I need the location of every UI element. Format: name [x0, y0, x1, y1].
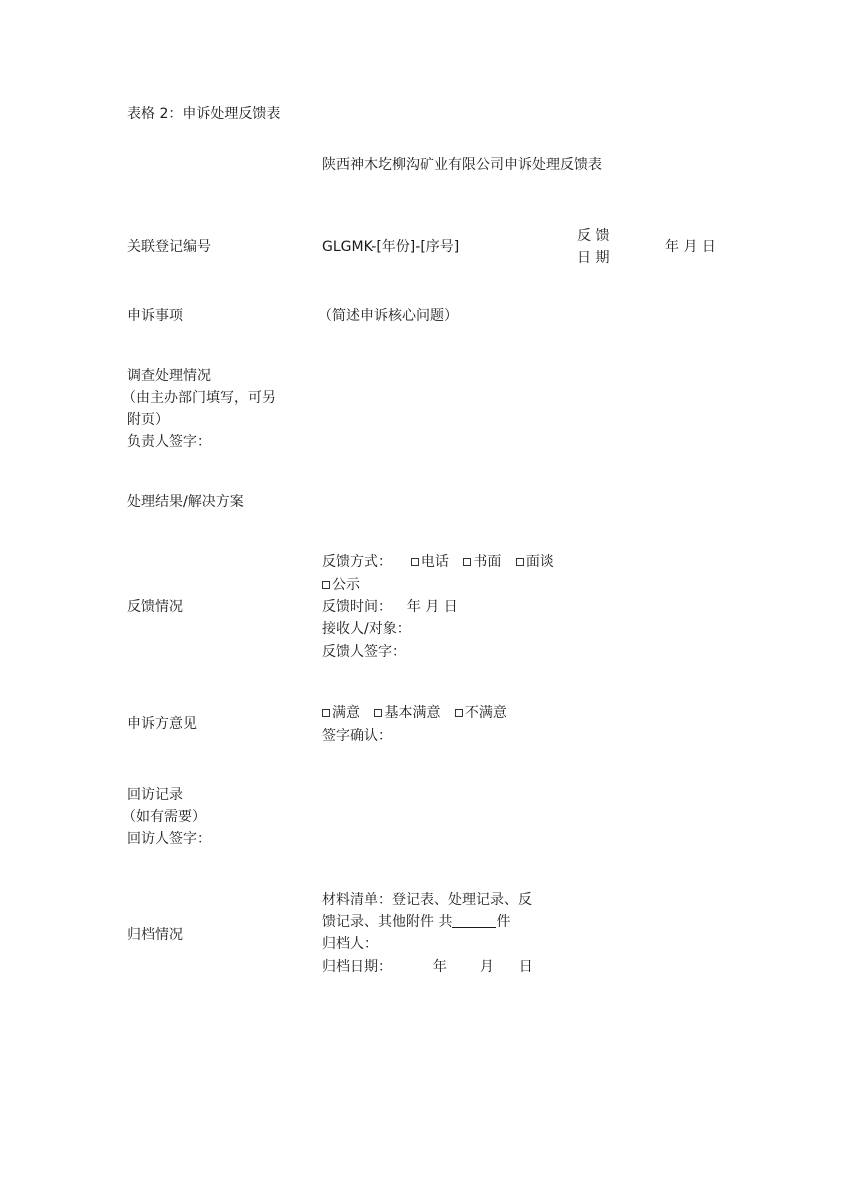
- matter-label: 申诉事项: [127, 308, 183, 324]
- option-interview[interactable]: 面谈: [516, 551, 554, 573]
- opinion-label: 申诉方意见: [127, 716, 197, 732]
- archive-list-line2: 馈记录、其他附件 共 件: [322, 914, 511, 930]
- checkbox-icon: [322, 709, 330, 717]
- archive-label: 归档情况: [127, 927, 183, 943]
- option-basically-satisfied[interactable]: 基本满意: [374, 702, 440, 724]
- feedback-time-value: 年 月 日: [406, 599, 458, 615]
- form-title: 陕西神木圪柳沟矿业有限公司申诉处理反馈表: [322, 157, 602, 173]
- revisit-signer-label: 回访人签字：: [127, 831, 211, 847]
- checkbox-icon: [374, 709, 382, 717]
- table-caption: 表格 2：申诉处理反馈表: [127, 106, 281, 122]
- archive-date: [322, 956, 533, 978]
- option-written[interactable]: 书面: [463, 551, 501, 573]
- investigation-note: （由主办部门填写，可另: [122, 390, 276, 406]
- opinion-options: [322, 702, 517, 724]
- archive-date-month: 月: [479, 959, 494, 975]
- feedback-time: 反馈时间： 年 月 日: [322, 599, 458, 615]
- archive-date-year: 年: [432, 959, 447, 975]
- option-satisfied[interactable]: 满意: [322, 702, 360, 724]
- checkbox-icon: [411, 558, 419, 566]
- feedback-date-label-2: 日 期: [577, 250, 610, 266]
- feedback-method-label: 反馈方式：: [322, 554, 392, 570]
- option-phone[interactable]: 电话: [411, 551, 449, 573]
- feedback-receiver: 接收人/对象：: [322, 621, 411, 637]
- result-label: 处理结果/解决方案: [127, 494, 244, 510]
- revisit-note: （如有需要）: [122, 809, 206, 825]
- checkbox-icon: [322, 581, 330, 589]
- investigation-label: 调查处理情况: [127, 368, 211, 384]
- feedback-signer: 反馈人签字：: [322, 644, 406, 660]
- checkbox-icon: [516, 558, 524, 566]
- feedback-date-value: 年 月 日: [665, 239, 716, 255]
- archive-date-label: 归档日期：: [322, 959, 392, 975]
- count-blank[interactable]: [452, 912, 496, 928]
- reg-no-label: 关联登记编号: [127, 239, 211, 255]
- archive-list-line1: 材料清单：登记表、处理记录、反: [322, 892, 532, 908]
- checkbox-icon: [463, 558, 471, 566]
- archive-date-day: 日: [518, 959, 533, 975]
- reg-no-value: GLGMK-[年份]-[序号]: [322, 239, 460, 255]
- archiver: 归档人：: [322, 936, 378, 952]
- revisit-label: 回访记录: [127, 787, 183, 803]
- feedback-date-label-1: 反 馈: [577, 228, 610, 244]
- matter-value: （简述申诉核心问题）: [318, 308, 458, 324]
- option-unsatisfied[interactable]: 不满意: [455, 702, 507, 724]
- checkbox-icon: [455, 709, 463, 717]
- feedback-label: 反馈情况: [127, 599, 183, 615]
- feedback-method: [322, 551, 564, 573]
- investigation-signer-label: 负责人签字：: [127, 434, 211, 450]
- investigation-note-2: 附页）: [127, 412, 169, 428]
- opinion-confirm: 签字确认：: [322, 728, 392, 744]
- option-public[interactable]: 公示: [322, 574, 360, 596]
